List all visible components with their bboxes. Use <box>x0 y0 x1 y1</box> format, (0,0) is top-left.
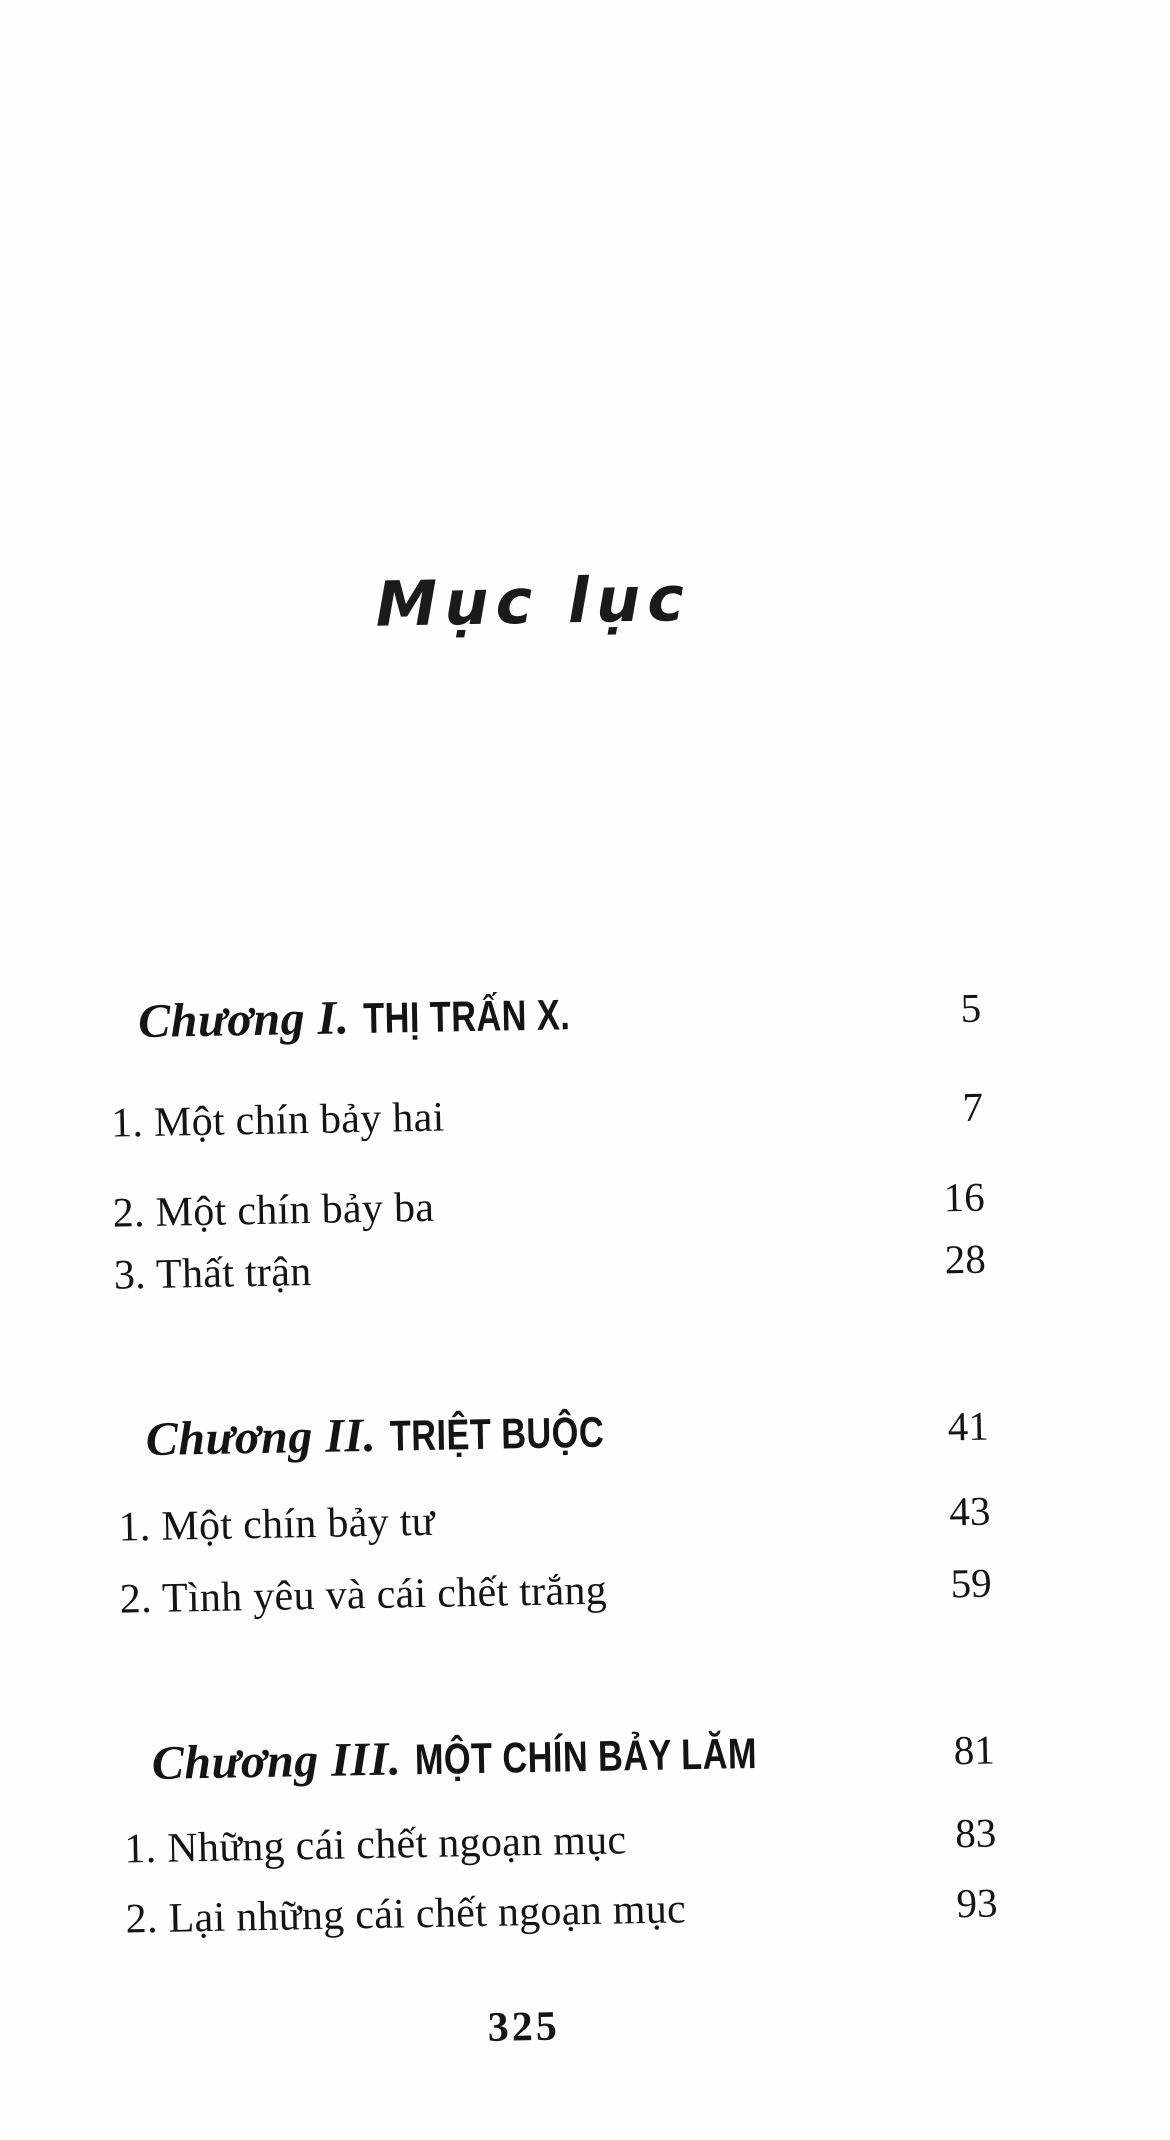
chapter-page-number: 41 <box>947 1402 990 1450</box>
toc-entry <box>118 1487 991 1552</box>
toc-chapter-heading <box>138 979 982 1049</box>
toc-entry <box>113 1235 986 1300</box>
toc-title: Mục lục <box>374 561 692 641</box>
toc-entry <box>111 1083 984 1148</box>
chapter-label: Chương II. <box>145 1408 377 1467</box>
entry-title: 2. Lại những cái chết ngoạn mục <box>125 1886 687 1943</box>
chapter-label: Chương I. <box>137 991 350 1049</box>
chapter-title: TRIỆT BUỘC <box>389 1408 605 1461</box>
entry-page-number: 7 <box>962 1083 984 1131</box>
chapter-heading-text <box>145 1403 658 1467</box>
entry-page-number: 93 <box>956 1879 998 1927</box>
entry-title: 2. Một chín bảy ba <box>112 1184 435 1237</box>
toc-entry <box>124 1809 997 1874</box>
chapter-page-number: 5 <box>960 984 982 1032</box>
chapter-page-number: 81 <box>953 1726 996 1774</box>
entry-title: 1. Một chín bảy tư <box>118 1498 436 1551</box>
entry-page-number: 59 <box>950 1559 993 1607</box>
chapter-heading-text <box>138 985 623 1049</box>
entry-title: 1. Một chín bảy hai <box>110 1094 445 1147</box>
chapter-title: THỊ TRẤN X. <box>362 991 571 1044</box>
entry-title: 3. Thất trận <box>113 1249 312 1299</box>
toc-entry <box>112 1173 985 1238</box>
entry-title: 1. Những cái chết ngoạn mục <box>123 1817 627 1873</box>
toc-chapter-heading <box>145 1397 989 1467</box>
toc-entry <box>125 1879 998 1944</box>
chapter-label: Chương III. <box>151 1732 402 1791</box>
chapter-heading-text <box>151 1723 843 1791</box>
entry-page-number: 83 <box>954 1809 997 1857</box>
toc-chapter-heading <box>151 1721 995 1791</box>
chapter-title: MỘT CHÍN BẢY LĂM <box>414 1729 758 1785</box>
entry-title: 2. Tình yêu và cái chết trắng <box>119 1567 608 1623</box>
entry-page-number: 28 <box>944 1235 987 1283</box>
entry-page-number: 16 <box>943 1173 986 1221</box>
folio-page-number: 325 <box>487 2003 561 2051</box>
entry-page-number: 43 <box>948 1487 991 1535</box>
toc-entry <box>119 1559 992 1624</box>
